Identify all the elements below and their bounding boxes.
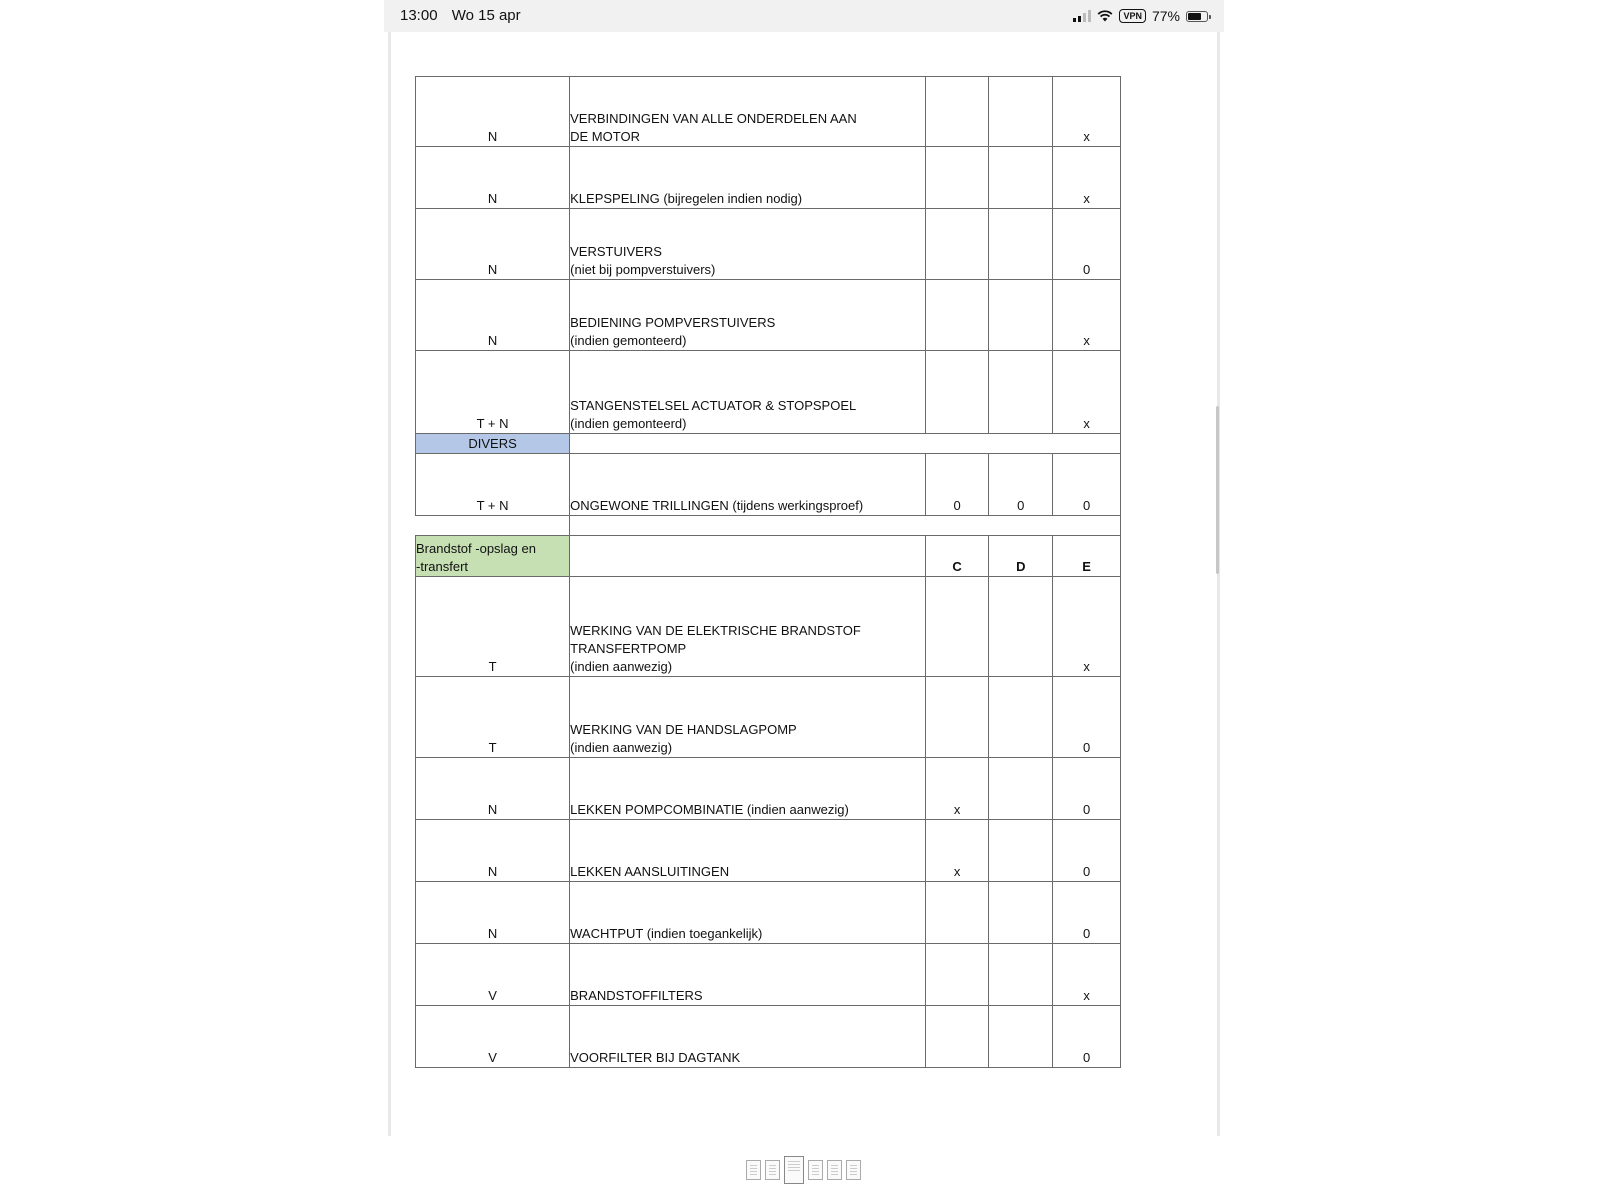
row-mark-d — [989, 820, 1053, 882]
row-mark-e: x — [1053, 147, 1121, 209]
spacer-row — [416, 516, 1121, 536]
row-code: N — [416, 77, 570, 147]
page-thumbnail[interactable] — [746, 1160, 761, 1180]
row-mark-c — [925, 77, 989, 147]
wifi-icon — [1097, 10, 1113, 22]
row-code: N — [416, 758, 570, 820]
table-row — [416, 147, 1121, 209]
battery-level — [1188, 13, 1201, 20]
battery-percentage: 77% — [1151, 8, 1180, 24]
row-description: VERBINDINGEN VAN ALLE ONDERDELEN AAN DE MOTOR — [570, 77, 926, 147]
row-mark-e: 0 — [1053, 209, 1121, 280]
row-code: T + N — [416, 454, 570, 516]
row-mark-c — [925, 882, 989, 944]
row-description: WACHTPUT (indien toegankelijk) — [570, 882, 926, 944]
table-row — [416, 677, 1121, 758]
category-label-brandstof: Brandstof -opslag en -transfert — [416, 536, 570, 577]
row-mark-c — [925, 351, 989, 434]
row-description: WERKING VAN DE ELEKTRISCHE BRANDSTOF TRANSFERTPOMP (indien aanwezig) — [570, 577, 926, 677]
row-mark-d — [989, 147, 1053, 209]
table-row — [416, 77, 1121, 147]
section-header-row — [416, 536, 1121, 577]
category-label-divers: DIVERS — [416, 434, 570, 454]
row-description: BEDIENING POMPVERSTUIVERS (indien gemonteerd) — [570, 280, 926, 351]
row-mark-d: 0 — [989, 454, 1053, 516]
page-thumbnail[interactable] — [808, 1160, 823, 1180]
row-mark-e: 0 — [1053, 820, 1121, 882]
row-code: N — [416, 147, 570, 209]
row-mark-c: x — [925, 758, 989, 820]
table-row — [416, 1006, 1121, 1068]
table-row — [416, 280, 1121, 351]
row-mark-c — [925, 280, 989, 351]
row-mark-d — [989, 758, 1053, 820]
row-mark-d — [989, 882, 1053, 944]
row-code: N — [416, 209, 570, 280]
row-mark-c — [925, 577, 989, 677]
page-thumbnail[interactable] — [765, 1160, 780, 1180]
row-mark-e: x — [1053, 280, 1121, 351]
row-description: VERSTUIVERS (niet bij pompverstuivers) — [570, 209, 926, 280]
row-code: V — [416, 944, 570, 1006]
page-thumbnail[interactable] — [846, 1160, 861, 1180]
row-mark-e: 0 — [1053, 1006, 1121, 1068]
row-description: LEKKEN AANSLUITINGEN — [570, 820, 926, 882]
row-code: T — [416, 677, 570, 758]
row-code: N — [416, 820, 570, 882]
row-mark-d — [989, 1006, 1053, 1068]
row-mark-d — [989, 280, 1053, 351]
table-row — [416, 454, 1121, 516]
page-thumbnail-strip[interactable] — [746, 1156, 861, 1184]
inspection-table — [415, 76, 1121, 1068]
row-mark-d — [989, 944, 1053, 1006]
table-row — [416, 944, 1121, 1006]
table-row — [416, 577, 1121, 677]
row-code: V — [416, 1006, 570, 1068]
row-mark-e: 0 — [1053, 677, 1121, 758]
row-mark-e: x — [1053, 351, 1121, 434]
status-date: Wo 15 apr — [451, 7, 521, 24]
vertical-scrollbar[interactable] — [1216, 406, 1219, 574]
row-mark-d — [989, 209, 1053, 280]
row-code: N — [416, 280, 570, 351]
page-thumbnail[interactable] — [827, 1160, 842, 1180]
table-row — [416, 209, 1121, 280]
column-header-e: E — [1053, 536, 1121, 577]
row-mark-c: 0 — [925, 454, 989, 516]
row-mark-c — [925, 209, 989, 280]
row-mark-c — [925, 1006, 989, 1068]
row-mark-e: 0 — [1053, 882, 1121, 944]
row-description: VOORFILTER BIJ DAGTANK — [570, 1006, 926, 1068]
row-description: KLEPSPELING (bijregelen indien nodig) — [570, 147, 926, 209]
row-mark-e: x — [1053, 77, 1121, 147]
row-description: WERKING VAN DE HANDSLAGPOMP (indien aanwezig) — [570, 677, 926, 758]
column-header-c: C — [925, 536, 989, 577]
row-mark-c — [925, 944, 989, 1006]
table-row — [416, 758, 1121, 820]
status-indicators — [1073, 6, 1208, 26]
row-code: N — [416, 882, 570, 944]
cellular-signal-icon — [1073, 10, 1091, 22]
table-row — [416, 820, 1121, 882]
row-mark-c: x — [925, 820, 989, 882]
status-time: 13:00 — [400, 7, 438, 24]
row-mark-d — [989, 351, 1053, 434]
row-mark-e: 0 — [1053, 758, 1121, 820]
row-mark-d — [989, 677, 1053, 758]
row-description: ONGEWONE TRILLINGEN (tijdens werkingsproef) — [570, 454, 926, 516]
category-row-divers — [416, 434, 1121, 454]
row-mark-e: x — [1053, 577, 1121, 677]
table-row — [416, 351, 1121, 434]
page-thumbnail[interactable] — [784, 1156, 804, 1184]
row-mark-c — [925, 677, 989, 758]
row-code: T — [416, 577, 570, 677]
row-mark-d — [989, 577, 1053, 677]
row-mark-e: x — [1053, 944, 1121, 1006]
row-description: LEKKEN POMPCOMBINATIE (indien aanwezig) — [570, 758, 926, 820]
column-header-d: D — [989, 536, 1053, 577]
row-mark-c — [925, 147, 989, 209]
status-time-date — [400, 7, 531, 24]
row-code: T + N — [416, 351, 570, 434]
table-row — [416, 882, 1121, 944]
status-bar — [384, 0, 1224, 32]
row-description: STANGENSTELSEL ACTUATOR & STOPSPOEL (indien gemonteerd) — [570, 351, 926, 434]
row-description: BRANDSTOFFILTERS — [570, 944, 926, 1006]
pdf-page[interactable] — [388, 32, 1220, 1136]
row-mark-e: 0 — [1053, 454, 1121, 516]
row-mark-d — [989, 77, 1053, 147]
battery-icon — [1186, 11, 1208, 22]
vpn-badge: VPN — [1119, 9, 1146, 23]
